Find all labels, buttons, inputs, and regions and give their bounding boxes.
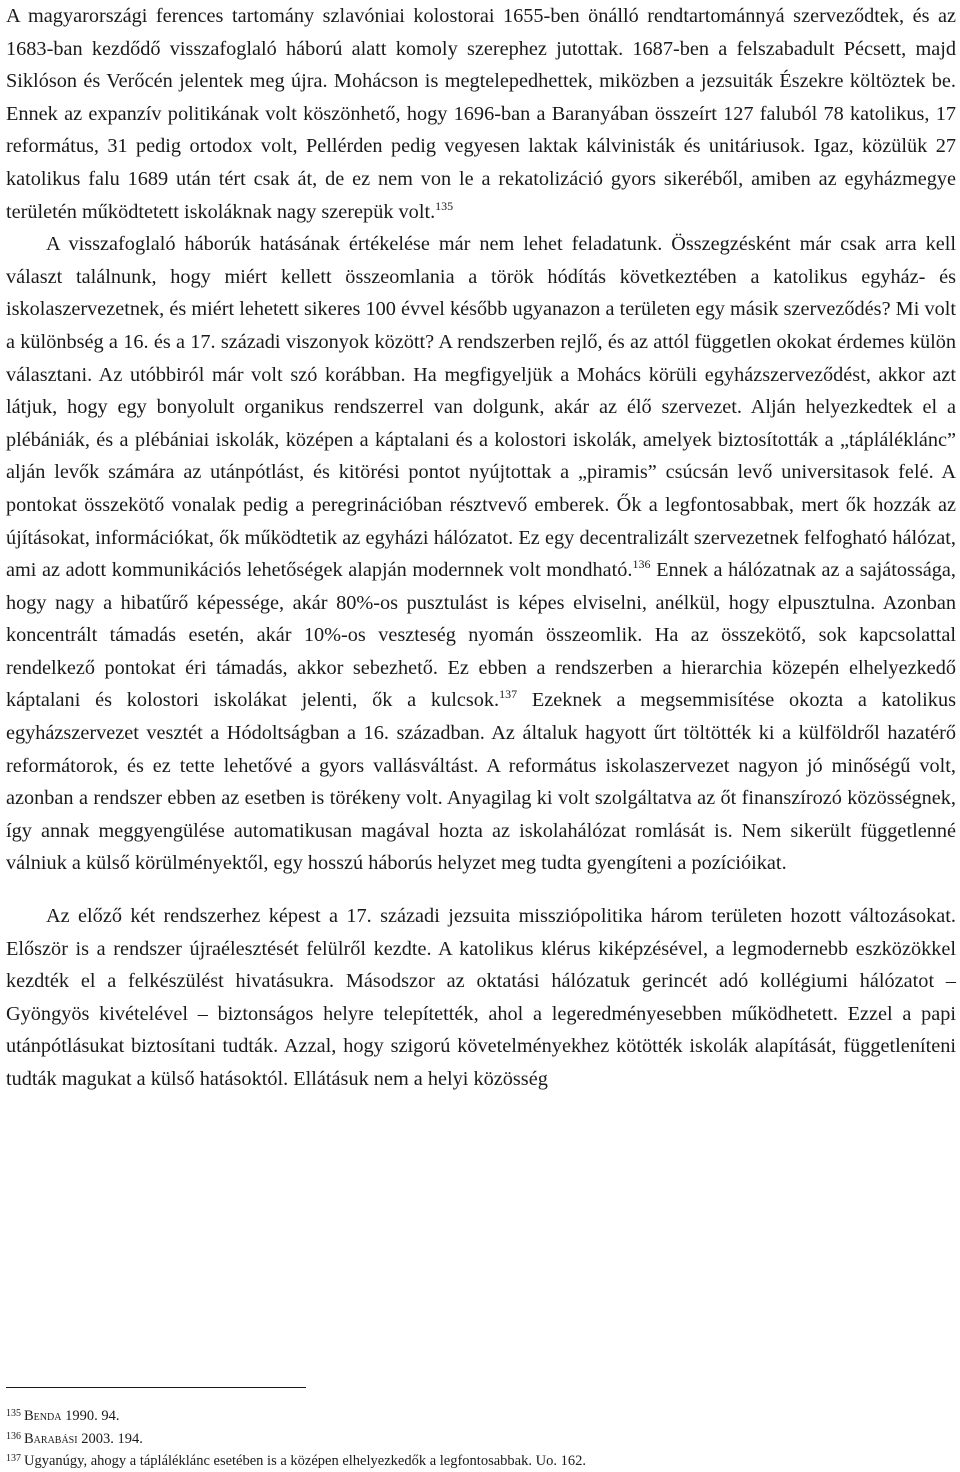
paragraph-text: Ennek a hálózatnak az a sajátossága, hogy nagy a hibatűrő képessége, akár 80%-os pusztulást is képes elviselni, anélkül, hogy elpusztulna. Azonban koncentrált támadás esetén, akár 10%-os veszteség nyomán összeomlik. Ha az összekötő, sok kapcsolattal rendelkező pontokat éri támadás, akkor sebezhető. Ez ebben a rendszerben a hierarchia közepén elhelyezkedő káptalani és kolostori iskolákat jelenti, ők a kulcsok. [6, 559, 956, 712]
footnote-text: Ugyanúgy, ahogy a tápláléklánc esetében is a középen elhelyezkedők a legfontosabbak. Uo. 162. [24, 1453, 586, 1469]
paragraph [6, 0, 956, 228]
footnote-number: 137 [6, 1453, 21, 1464]
body-text [6, 0, 956, 1096]
footnote-separator [6, 1387, 306, 1388]
paragraph-text: Ezeknek a megsemmisítése okozta a katolikus egyházszervezet vesztét a Hódoltságban a 16. században. Az általuk hagyott űrt töltötték ki a külföldről hazatérő reformátorok, és ez tette lehetővé a gyors vallásváltást. A református iskolaszervezet nagyon jó minőségű volt, azonban a rendszer ebben az esetben is törékeny volt. Anyagilag ki volt szolgáltatva az őt finanszírozó közösségnek, így annak meggyengülése automatikusan magával hozta az iskolahálózat romlását is. Nem sikerült függetlenné válniuk a külső körülményektől, egy hosszú háborús helyzet meg tudta gyengíteni a pozícióikat. [6, 689, 956, 875]
footnote [6, 1449, 956, 1472]
footnote-reference[interactable]: 136 [632, 557, 651, 572]
footnote-reference[interactable]: 137 [499, 687, 518, 702]
paragraph-text: A visszafoglaló háborúk hatásának értékelése már nem lehet feladatunk. Összegzésként már csak arra kell választ találnunk, hogy miért kellett összeomlania a török hódítás következtében a katolikus egyház- és iskolaszervezetnek, és miért lehetett sikeres 100 évvel később ugyanazon a területen egy másik szerveződés? Mi volt a különbség a 16. és a 17. századi viszonyok között? A rendszerben rejlő, és az attól független okokat érdemes külön választani. Az utóbbiról már volt szó korábban. Ha megfigyeljük a Mohács körüli egyházszerveződést, akkor azt látjuk, hogy egy bonyolult organikus rendszerrel van dolgunk, akár az élő szervezet. Alján helyezkedtek el a plébániák, és a plébániai iskolák, középen a káptalani és a kolostori iskolák, amelyek biztosították a „tápláléklánc” alján levők számára az utánpótlást, és kitörési pontot nyújtottak a „piramis” csúcsán levő universitasok felé. A pontokat összekötő vonalak pedig a peregrinációban résztvevő emberek. Ők a legfontosabbak, mert ők hozzák az újításokat, információkat, ők működtetik az egyházi hálózatot. Ez egy decentralizált szervezetnek felfogható hálózat, ami az adott kommunikációs lehetőségek alapján modernnek volt mondható. [6, 233, 956, 582]
footnote-text: 2003. 194. [77, 1430, 143, 1447]
paragraph-text: A magyarországi ferences tartomány szlavóniai kolostorai 1655-ben önálló rendtartománnyá szerveződtek, és az 1683-ban kezdődő visszafoglaló háború alatt komoly szerephez jutottak. 1687-ben a felszabadult Pécsett, majd Siklóson és Verőcén jelentek meg újra. Mohácson is megtelepedhettek, miközben a jezsuiták Észekre költöztek be. Ennek az expanzív politikának volt köszönhető, hogy 1696-ban a Baranyában összeírt 127 faluból 78 katolikus, 17 református, 31 pedig ortodox volt, Pellérden pedig vegyesen laktak kálvinisták és unitáriusok. Igaz, közülük 27 katolikus falu 1689 után tért csak át, de ez nem von le a rekatolizáció gyors sikeréből, amiben az egyházmegye területén működtetett iskoláknak nagy szerepük volt. [6, 5, 956, 223]
footnote-author: Benda [24, 1408, 62, 1424]
footnote [6, 1427, 956, 1450]
footnote-text: 1990. 94. [61, 1408, 120, 1424]
footnote-reference[interactable]: 135 [435, 198, 454, 213]
footnote-number: 136 [6, 1430, 21, 1442]
footnote-author: Barabási [24, 1430, 78, 1447]
paragraph [6, 228, 956, 880]
footnote-number: 135 [6, 1408, 21, 1419]
footnote [6, 1404, 956, 1427]
footnotes [6, 1404, 956, 1472]
paragraph-text: Az előző két rendszerhez képest a 17. századi jezsuita missziópolitika három területen hozott változásokat. Először is a rendszer újraélesztését felülről kezdte. A katolikus klérus kiképzésével, a legmodernebb eszközökkel kezdték el a felkészülést hivatásukra. Másodszor az oktatási hálózatuk gerincét adó kollégiumi hálózatot – Gyöngyös kivételével – biztonságos helyre telepítették, ahol a legeredményesebben működhetett. Ezzel a papi utánpótlásukat biztosítani tudták. Azzal, hogy szigorú követelményekhez kötötték iskolák alapítását, függetleníteni tudták magukat a külső hatásoktól. Ellátásuk nem a helyi közösség [6, 905, 956, 1090]
paragraph [6, 900, 956, 1096]
paragraph-gap [6, 880, 956, 900]
document-page [6, 0, 956, 1096]
